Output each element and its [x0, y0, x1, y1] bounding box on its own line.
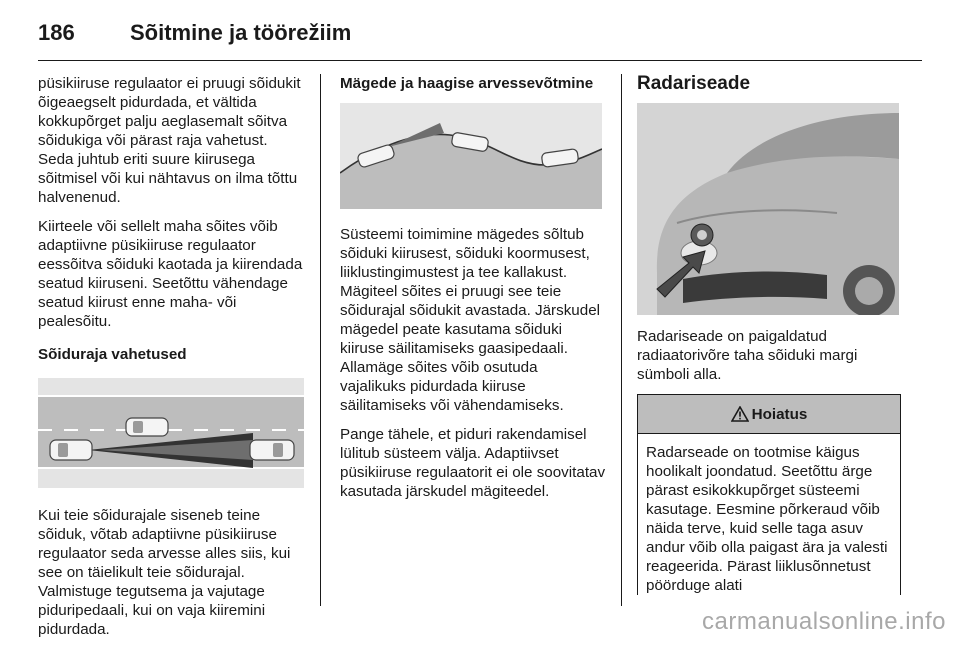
- paragraph: Kiirteele või sellelt maha sõites võib adaptiivne püsikiiruse regulaator eessõitva sõiduki kaotada ja kiirendada seatud kiiruseni. Seetõttu vähendage seatud kiirust enne maha- või pealesõitu.: [38, 218, 303, 330]
- column-divider: [621, 74, 622, 606]
- paragraph: Pange tähele, et piduri rakendamisel lülitub süsteem välja. Adaptiivset püsikiiruse regulaatorit ei ole soovitatav kasutada järskudel mägiteedel.: [340, 426, 606, 500]
- section-heading: Mägede ja haagise arvessevõtmine: [340, 75, 594, 92]
- column-2: [340, 74, 606, 511]
- section-heading: Radariseade: [637, 73, 751, 94]
- warning-header: [638, 395, 900, 434]
- paragraph: Süsteemi toimimine mägedes sõltub sõiduki kiirusest, sõiduki koormusest, liiklustingimustest ja tee kallakust. Mägiteel sõites ei pruugi see teie sõidurajal sõidukit avastada. Järskudel mägedel peate kasutama sõiduki kiiruse säilitamiseks gaasipedaali. Allamäge sõites võib osutuda vajalikuks pidurdada kiiruse säilitamiseks või vähendamiseks.: [340, 226, 601, 414]
- lane-change-illustration: [38, 378, 304, 488]
- warning-title: Hoiatus: [751, 405, 808, 423]
- warning-box: [637, 394, 901, 595]
- chapter-title: Sõitmine ja töörežiim: [130, 20, 352, 45]
- page-number: 186: [38, 20, 75, 45]
- section-heading: Sõiduraja vahetused: [38, 346, 187, 363]
- page-header: [38, 14, 922, 54]
- radar-unit-car-photo: [637, 103, 899, 315]
- hill-driving-illustration: [340, 103, 602, 209]
- paragraph: Radariseade on paigaldatud radiaatorivõre taha sõiduki margi sümboli alla.: [637, 328, 858, 383]
- column-1: [38, 74, 306, 649]
- warning-text: Radarseade on tootmise käigus hoolikalt joondatud. Seetõttu ärge pärast esikokkupõrget süsteemi kasutage. Eesmine põrkeraud võib näida terve, kuid selle taga asuv andur võib olla paigast ära ja valesti reageerida. Pärast liiklusõnnetust pöörduge alati: [646, 444, 888, 594]
- column-3: [637, 74, 901, 595]
- paragraph: püsikiiruse regulaator ei pruugi sõidukit õigeaegselt pidurdada, et vältida kokkupõrget palju aeglasemalt sõitva sõidukiga või pärast raja vahetust. Seda juhtub eriti suure kiirusega sõitmisel või kui nähtavus on ilma tõttu halvenenud.: [38, 75, 301, 206]
- watermark: carmanualsonline.info: [702, 608, 946, 635]
- warning-triangle-icon: [731, 406, 749, 422]
- header-rule: [38, 60, 922, 61]
- paragraph: Kui teie sõidurajale siseneb teine sõiduk, võtab adaptiivne püsikiiruse regulaator seda arvesse alles siis, kui see on täielikult teie sõidurajal. Valmistuge tegutsema ja vajutage piduripedaali, kui on vaja kiiremini pidurdada.: [38, 507, 291, 638]
- column-divider: [320, 74, 321, 606]
